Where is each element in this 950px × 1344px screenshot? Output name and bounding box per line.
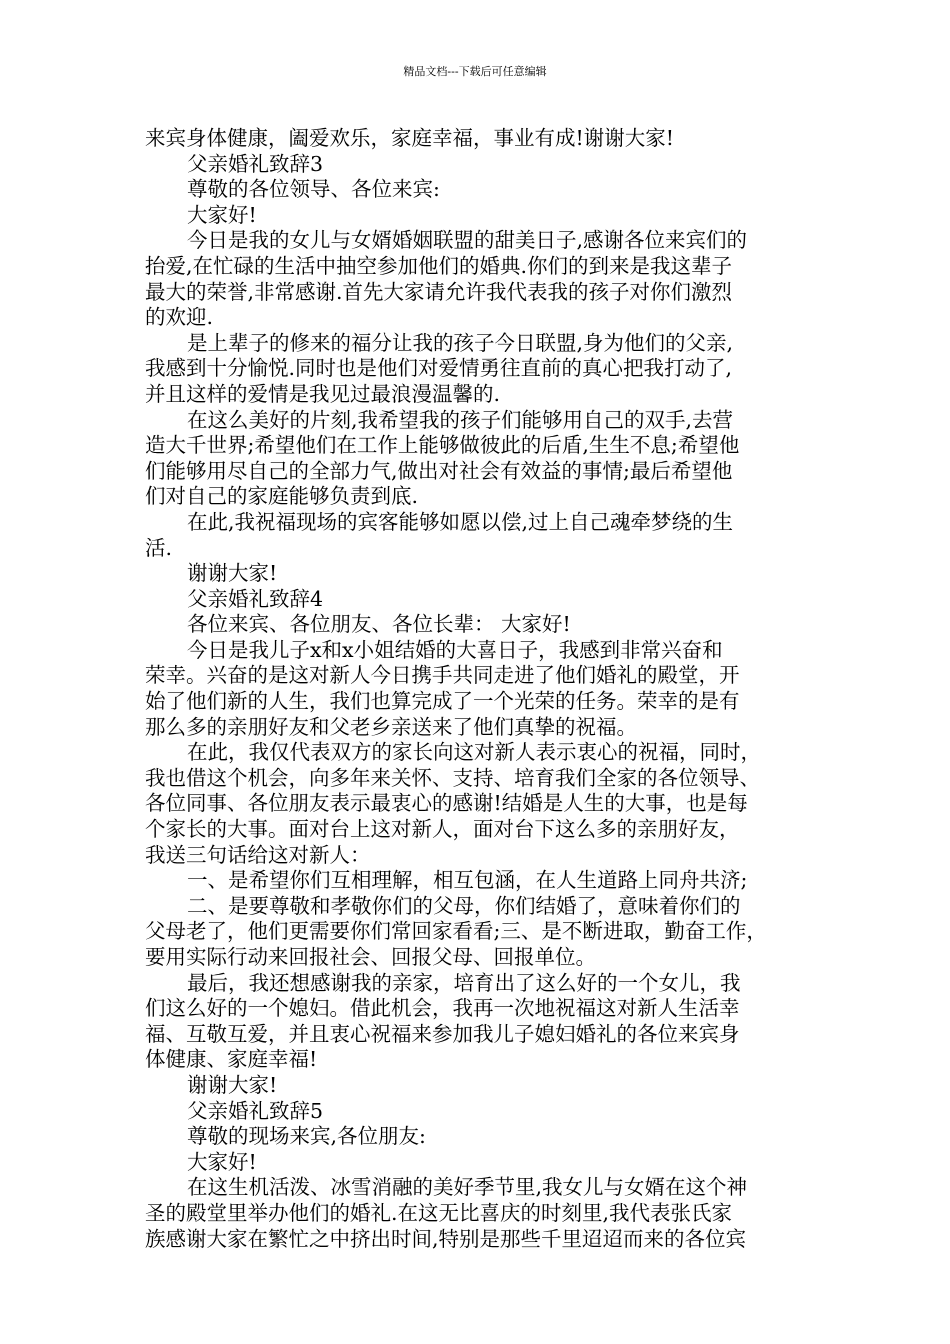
text-line: 那么多的亲朋好友和父老乡亲送来了他们真挚的祝福。 bbox=[145, 714, 637, 739]
text-line: 我也借这个机会，向多年来关怀、支持、培育我们全家的各位领导、 bbox=[145, 765, 760, 790]
text-line: 是上辈子的修来的福分让我的孩子今日联盟,身为他们的父亲, bbox=[187, 330, 734, 355]
text-line: 尊敬的各位领导、各位来宾: bbox=[187, 177, 440, 202]
text-line: 二、是要尊敬和孝敬你们的父母，你们结婚了，意味着你们的 bbox=[187, 893, 741, 918]
text-line: 造大千世界;希望他们在工作上能够做彼此的后盾,生生不息;希望他 bbox=[145, 433, 740, 458]
text-line: 最后，我还想感谢我的亲家，培育出了这么好的一个女儿，我 bbox=[187, 970, 741, 995]
page-header: 精品文档---下载后可任意编辑 bbox=[403, 65, 547, 78]
text-line: 体健康、家庭幸福! bbox=[145, 1047, 318, 1072]
text-line: 最大的荣誉,非常感谢.首先大家请允许我代表我的孩子对你们激烈 bbox=[145, 279, 733, 304]
text-line: 在此,我祝福现场的宾客能够如愿以偿,过上自己魂牵梦绕的生 bbox=[187, 509, 734, 534]
text-line: 族感谢大家在繁忙之中挤出时间,特别是那些千里迢迢而来的各位宾 bbox=[145, 1226, 747, 1251]
text-line: 各位来宾、各位朋友、各位长辈： 大家好! bbox=[187, 612, 571, 637]
document-body bbox=[145, 126, 815, 1252]
text-line: 来宾身体健康，阖爱欢乐，家庭幸福，事业有成!谢谢大家! bbox=[145, 126, 674, 150]
text-line: 今日是我的女儿与女婿婚姻联盟的甜美日子,感谢各位来宾们的 bbox=[187, 228, 748, 253]
text-line: 大家好! bbox=[187, 1149, 257, 1174]
text-line: 在这么美好的片刻,我希望我的孩子们能够用自己的双手,去营 bbox=[187, 407, 734, 432]
text-line: 尊敬的现场来宾,各位朋友: bbox=[187, 1124, 426, 1149]
text-line: 父母老了，他们更需要你们常回家看看;三、是不断进取，勤奋工作， bbox=[145, 919, 767, 944]
text-line: 要用实际行动来回报社会、回报父母、回报单位。 bbox=[145, 945, 596, 969]
text-line: 父亲婚礼致辞4 bbox=[187, 586, 324, 611]
text-line: 父亲婚礼致辞3 bbox=[187, 151, 324, 176]
text-line: 谢谢大家! bbox=[187, 1072, 278, 1097]
text-line: 一、是希望你们互相理解，相互包涵，在人生道路上同舟共济; bbox=[187, 868, 748, 893]
text-line: 我感到十分愉悦.同时也是他们对爱情勇往直前的真心把我打动了, bbox=[145, 356, 733, 381]
text-line: 谢谢大家! bbox=[187, 561, 278, 586]
text-line: 们这么好的一个媳妇。借此机会，我再一次地祝福这对新人生活幸 bbox=[145, 996, 740, 1021]
text-line: 们能够用尽自己的全部力气,做出对社会有效益的事情;最后希望他 bbox=[145, 458, 733, 483]
text-line: 福、互敬互爱，并且衷心祝福来参加我儿子媳妇婚礼的各位来宾身 bbox=[145, 1021, 740, 1046]
text-line: 抬爱,在忙碌的生活中抽空参加他们的婚典.你们的到来是我这辈子 bbox=[145, 253, 733, 278]
text-line: 今日是我儿子x和x小姐结婚的大喜日子，我感到非常兴奋和 bbox=[187, 637, 723, 662]
text-line: 始了他们新的人生，我们也算完成了一个光荣的任务。荣幸的是有 bbox=[145, 689, 740, 714]
text-line: 们对自己的家庭能够负责到底. bbox=[145, 484, 419, 509]
text-line: 的欢迎. bbox=[145, 305, 214, 330]
text-line: 在此，我仅代表双方的家长向这对新人表示衷心的祝福，同时， bbox=[187, 740, 761, 765]
text-line: 活. bbox=[145, 535, 173, 560]
text-line: 我送三句话给这对新人： bbox=[145, 842, 371, 867]
text-line: 并且这样的爱情是我见过最浪漫温馨的. bbox=[145, 381, 501, 406]
text-line: 圣的殿堂里举办他们的婚礼.在这无比喜庆的时刻里,我代表张氏家 bbox=[145, 1200, 733, 1225]
text-line: 个家长的大事。面对台上这对新人，面对台下这么多的亲朋好友， bbox=[145, 817, 740, 842]
text-line: 在这生机活泼、冰雪消融的美好季节里,我女儿与女婿在这个神 bbox=[187, 1175, 748, 1200]
text-line: 父亲婚礼致辞5 bbox=[187, 1098, 324, 1123]
text-line: 各位同事、各位朋友表示最衷心的感谢!结婚是人生的大事，也是每 bbox=[145, 791, 748, 816]
text-line: 荣幸。兴奋的是这对新人今日携手共同走进了他们婚礼的殿堂，开 bbox=[145, 663, 740, 688]
text-line: 大家好! bbox=[187, 202, 257, 227]
